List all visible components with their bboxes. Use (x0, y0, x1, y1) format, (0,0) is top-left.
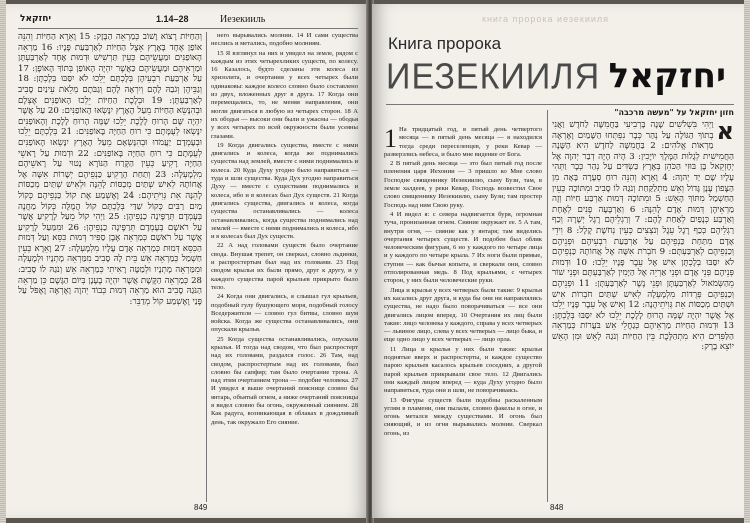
page-number-right: 848 (550, 503, 564, 512)
drop-cap-russian: 1 (384, 126, 397, 153)
hebrew-text-column (552, 120, 734, 508)
russian-paragraph: На тридцатый год, в пятый день четвертого месяца — в пятый день месяца — я находился тогда среди переселенцев, у реки Кевар — разверзлись небеса, и было мне видение от Бога. (384, 126, 542, 158)
title-rule (386, 104, 734, 105)
header-rule (18, 28, 358, 29)
show-through-header: книга пророка иезекииля (482, 14, 610, 24)
russian-paragraph: 15 Я взглянул на них и увидел на земле, рядом с каждым из этих четырехликих существ, по колесу. 16 Казалось, будто сделаны эти колеса из хризолита, и очертания у всех четырех были одинаковы: каждое колесо словно было составлено из двух, вложенных друг в друга. 17 Когда они перемещались, то, не меняя направления, они могли двигаться в любую из четырех сторон. 18 А их ободья — высоки они были и ужасны — ободья у всех четырех по всей окружности были усеяны глазами. (211, 49, 358, 140)
book-title-large: ИЕЗЕКИИЛЯ (386, 57, 601, 97)
page-edges-right (744, 0, 750, 523)
russian-paragraph: 4 И видел я: с севера надвигается буря, огромная туча, пронизанная огнем. Сияние окружает ее. 5 А там, внутри огня, — сияние как у янтаря; там виделись очертания четырех существ. И подобен был облик человеческим фигурам, 6 но у каждого по четыре лица и у каждого по четыре крыла. 7 Их ноги были прямые, ступни — как бычьи копыта, и сверкали они, словно отполированная медь. 8 Под крыльями, с четырех сторон, у них были человеческие руки. (384, 210, 542, 285)
book-title-small: Книга пророка (388, 34, 502, 53)
right-page (372, 4, 744, 518)
drop-cap-hebrew: א (716, 120, 734, 145)
column-rule (206, 32, 207, 502)
russian-paragraph: него вырывались молнии. 14 И сами существа неслись и метались, подобно молниям. (211, 32, 358, 48)
running-head-russian: Иезекииль (220, 14, 266, 25)
russian-paragraph: 11 Лица и крылья у них были такие: крылья поднятые вверх и распростерты, и каждое существо парою крыльев касалось крыльев соседних, а другой парой крыльев прикрывали свое тело. 12 Двигались они каждый лицом вперед — куда Духу угодно было направиться, туда они и шли, не поворачиваясь. (384, 345, 542, 395)
russian-paragraph: 13 Фигуры существ были подобны раскаленным углям в пламени, они пылали, словно факелы в огне, и огонь метался между существами. И огонь был сияющий, и из огня вырывались молнии. Сверкал огонь, из (384, 396, 542, 437)
hebrew-text-column (18, 32, 202, 506)
russian-paragraph: Лица и крылья у всех четверых были такие: 9 крылья их касались друг друга, и куда бы они ни направлялись существа, не надо было поворачиваться — все они двигались лицом вперед. 10 Очертания их лиц были такие: лицо человека у каждого, справа у всех четверых — львиное лицо, слева у всех четверых — лицо быка, и еще одно лицо у всех четверых — лицо орла. (384, 286, 542, 344)
running-head-hebrew: יחזקאל (20, 14, 52, 24)
running-head-range: 1.14–28 (156, 14, 189, 24)
russian-paragraph: 22 А над головами существ было очертание свода. Внушая трепет, он сверкал, словно льдинки, и распростертым был над их головами. 23 Под сводом крылья их были прямо, друг к другу, и у каждого существа парой крыльев прикрыто было тело. (211, 242, 358, 291)
hebrew-paragraph: וְהַחַיּוֹת רָצוֹא וָשׁוֹב כְּמַרְאֵה הַבָּזָק: 15 וָאֵרֶא הַחַיּוֹת וְהִנֵּה אוֹפַן אֶחָד בָּאָרֶץ אֵצֶל הַחַיּוֹת לְאַרְבַּעַת פָּנָיו: 16 מַרְאֵה הָאוֹפַנִּים וּמַעֲשֵׂיהֶם כְּעֵין תַּרְשִׁישׁ וּדְמוּת אֶחָד לְאַרְבַּעְתָּן וּמַרְאֵיהֶם וּמַעֲשֵׂיהֶם כַּאֲשֶׁר יִהְיֶה הָאוֹפַן בְּתוֹךְ הָאוֹפָן: 17 עַל אַרְבַּעַת רִבְעֵיהֶן בְּלֶכְתָּם יֵלֵכוּ לֹא יִסַּבּוּ בְּלֶכְתָּן: 18 וְגַבֵּיהֶן וְגֹבַהּ לָהֶם וְיִרְאָה לָהֶם וְגַבֹּתָם מְלֵאֹת עֵינַיִם סָבִיב לְאַרְבַּעְתָּן: 19 וּבְלֶכֶת הַחַיּוֹת יֵלְכוּ הָאוֹפַנִּים אֶצְלָם וּבְהִנָּשֵׂא הַחַיּוֹת מֵעַל הָאָרֶץ יִנָּשְׂאוּ הָאוֹפַנִּים: 20 עַל אֲשֶׁר יִהְיֶה שָּׁם הָרוּחַ לָלֶכֶת יֵלֵכוּ שָׁמָּה הָרוּחַ לָלֶכֶת וְהָאוֹפַנִּים יִנָּשְׂאוּ לְעֻמָּתָם כִּי רוּחַ הַחַיָּה בָּאוֹפַנִּים: 21 בְּלֶכְתָּם יֵלֵכוּ וּבְעָמְדָם יַעֲמֹדוּ וּבְהִנָּשְׂאָם מֵעַל הָאָרֶץ יִנָּשְׂאוּ הָאוֹפַנִּים לְעֻמָּתָם כִּי רוּחַ הַחַיָּה בָּאוֹפַנִּים: 22 וּדְמוּת עַל רָאשֵׁי הַחַיָּה רָקִיעַ כְּעֵין הַקֶּרַח הַנּוֹרָא נָטוּי עַל רָאשֵׁיהֶם מִלְמָעְלָה: 23 וְתַחַת הָרָקִיעַ כַּנְפֵיהֶם יְשָׁרוֹת אִשָּׁה אֶל אֲחוֹתָהּ לְאִישׁ שְׁתַּיִם מְכַסּוֹת לָהֵנָּה וּלְאִישׁ שְׁתַּיִם מְכַסּוֹת לָהֵנָּה אֵת גְּוִיֹּתֵיהֶם: 24 וָאֶשְׁמַע אֶת קוֹל כַּנְפֵיהֶם כְּקוֹל מַיִם רַבִּים כְּקוֹל שַׁדַּי בְּלֶכְתָּם קוֹל הֲמֻלָּה כְּקוֹל מַחֲנֶה בְּעָמְדָם תְּרַפֶּינָה כַנְפֵיהֶן: 25 וַיְהִי קוֹל מֵעַל לָרָקִיעַ אֲשֶׁר עַל רֹאשָׁם בְּעָמְדָם תְּרַפֶּינָה כַנְפֵיהֶן: 26 וּמִמַּעַל לָרָקִיעַ אֲשֶׁר עַל רֹאשָׁם כְּמַרְאֵה אֶבֶן סַפִּיר דְּמוּת כִּסֵּא וְעַל דְּמוּת הַכִּסֵּא דְּמוּת כְּמַרְאֵה אָדָם עָלָיו מִלְמָעְלָה: 27 וָאֵרֶא כְּעֵין חַשְׁמַל כְּמַרְאֵה אֵשׁ בֵּית לָהּ סָבִיב מִמַּרְאֵה מָתְנָיו וּלְמָעְלָה וּמִמַּרְאֵה מָתְנָיו וּלְמַטָּה רָאִיתִי כְּמַרְאֵה אֵשׁ וְנֹגַהּ לוֹ סָבִיב: 28 כְּמַרְאֵה הַקֶּשֶׁת אֲשֶׁר יִהְיֶה בֶעָנָן בְּיוֹם הַגֶּשֶׁם כֵּן מַרְאֵה הַנֹּגַהּ סָבִיב הוּא מַרְאֵה דְּמוּת כְּבוֹד יְהוָה וָאֶרְאֶה וָאֶפֹּל עַל פָּנַי וָאֶשְׁמַע קוֹל מְדַבֵּר: (18, 32, 202, 307)
russian-paragraph: 2 В пятый день месяца — это был пятый год после пленения царя Иехонии — 3 пришло ко Мне слово Господне священнику Иезекиилю, сыну Бузи, там, в земле халдеев, у реки Кевар, Господь возвестил Свое слово священнику Иезекиилю, сыну Бузи; там простер Господь над ним Свою руку. (384, 160, 542, 209)
russian-paragraph: 19 Когда двигались существа, вместе с ними двигались и колеса, когда же поднимались существа над землей, вместе с ними поднимались и колеса. 20 Куда Духу угодно было направиться — туда и шли существа. Куда Дух угодно направиться Духу — вместе с существами поднимались и колеса, ибо и в колесах был Дух существ. 21 Когда двигались существа, двигались и колеса, когда существа останавливались — колеса останавливались, когда существа поднимались над землей — вместе с ними поднимались и колеса, ибо и в колесах был Дух существ. (211, 141, 358, 241)
page-number-left: 849 (194, 503, 208, 512)
russian-text-column (384, 126, 542, 510)
hebrew-book-title: יחזקאל (608, 56, 726, 96)
russian-paragraph: 24 Когда они двигались, я слышал гул крыльев, подобный гулу бушующего моря, подобный голосу Вседержителя — словно гул битвы, словно шум войска. Когда же существа останавливались, они опускали крылья. (211, 293, 358, 334)
hebrew-section-heading: חזון יחזקאל על "מעשה מרכבה" (614, 108, 734, 117)
column-rule (547, 110, 548, 502)
hebrew-paragraph: וַיְהִי בִּשְׁלֹשִׁים שָׁנָה בָּרְבִיעִי בַּחֲמִשָּׁה לַחֹדֶשׁ וַאֲנִי בְתוֹךְ הַגּוֹלָה עַל נְהַר כְּבָר נִפְתְּחוּ הַשָּׁמַיִם וָאֶרְאֶה מַרְאוֹת אֱלֹהִים: 2 בַּחֲמִשָּׁה לַחֹדֶשׁ הִיא הַשָּׁנָה הַחֲמִישִׁית לְגָלוּת הַמֶּלֶךְ יוֹיָכִין: 3 הָיֹה הָיָה דְבַר יְהוָה אֶל יְחֶזְקֵאל בֶּן בּוּזִי הַכֹּהֵן בְּאֶרֶץ כַּשְׂדִּים עַל נְהַר כְּבָר וַתְּהִי עָלָיו שָׁם יַד יְהוָה: 4 וָאֵרֶא וְהִנֵּה רוּחַ סְעָרָה בָּאָה מִן הַצָּפוֹן עָנָן גָּדוֹל וְאֵשׁ מִתְלַקַּחַת וְנֹגַהּ לוֹ סָבִיב וּמִתּוֹכָהּ כְּעֵין הַחַשְׁמַל מִתּוֹךְ הָאֵשׁ: 5 וּמִתּוֹכָהּ דְּמוּת אַרְבַּע חַיּוֹת וְזֶה מַרְאֵיהֶן דְּמוּת אָדָם לָהֵנָּה: 6 וְאַרְבָּעָה פָנִים לְאֶחָת וְאַרְבַּע כְּנָפַיִם לְאַחַת לָהֶם: 7 וְרַגְלֵיהֶם רֶגֶל יְשָׁרָה וְכַף רַגְלֵיהֶם כְּכַף רֶגֶל עֵגֶל וְנֹצְצִים כְּעֵין נְחֹשֶׁת קָלָל: 8 וִידֵי אָדָם מִתַּחַת כַּנְפֵיהֶם עַל אַרְבַּעַת רִבְעֵיהֶם וּפְנֵיהֶם וְכַנְפֵיהֶם לְאַרְבַּעְתָּם: 9 חֹבְרֹת אִשָּׁה אֶל אֲחוֹתָהּ כַּנְפֵיהֶם לֹא יִסַּבּוּ בְלֶכְתָּן אִישׁ אֶל עֵבֶר פָּנָיו יֵלֵכוּ: 10 וּדְמוּת פְּנֵיהֶם פְּנֵי אָדָם וּפְנֵי אַרְיֵה אֶל הַיָּמִין לְאַרְבַּעְתָּם וּפְנֵי שׁוֹר מֵהַשְּׂמֹאול לְאַרְבַּעְתָּן וּפְנֵי נֶשֶׁר לְאַרְבַּעְתָּן: 11 וּפְנֵיהֶם וְכַנְפֵיהֶם פְּרֻדוֹת מִלְמָעְלָה לְאִישׁ שְׁתַּיִם חֹבְרוֹת אִישׁ וּשְׁתַּיִם מְכַסּוֹת אֵת גְּוִיֹתֵיהֶנָה: 12 וְאִישׁ אֶל עֵבֶר פָּנָיו יֵלֵכוּ אֶל אֲשֶׁר יִהְיֶה שָׁמָּה הָרוּחַ לָלֶכֶת יֵלֵכוּ לֹא יִסַּבּוּ בְּלֶכְתָּן: 13 וּדְמוּת הַחַיּוֹת מַרְאֵיהֶם כְּגַחֲלֵי אֵשׁ בֹּעֲרוֹת כְּמַרְאֵה הַלַּפִּדִים הִיא מִתְהַלֶּכֶת בֵּין הַחַיּוֹת וְנֹגַהּ לָאֵשׁ וּמִן הָאֵשׁ יוֹצֵא בָרָק: (552, 120, 734, 353)
russian-text-column (211, 32, 358, 506)
russian-paragraph: 25 Когда существа останавливались, опускали крылья. И тогда над сводом, что был распростерт над их головами, раздался голос. 26 Там, над сводом, распростертым над их головами, был словно бы сапфир; там было очертание трона. А над этим очертанием трона — подобие человека. 27 И увидел я выше очертаний пояснице словно бы янтарь, объятый огнем, а ниже очертаний поясницы я видел словно бы огонь, окруженный сиянием. 28 Как радуга, возникающая в облаках в дождливый день, так окружало Его сияние. (211, 335, 358, 426)
left-page (6, 4, 368, 518)
